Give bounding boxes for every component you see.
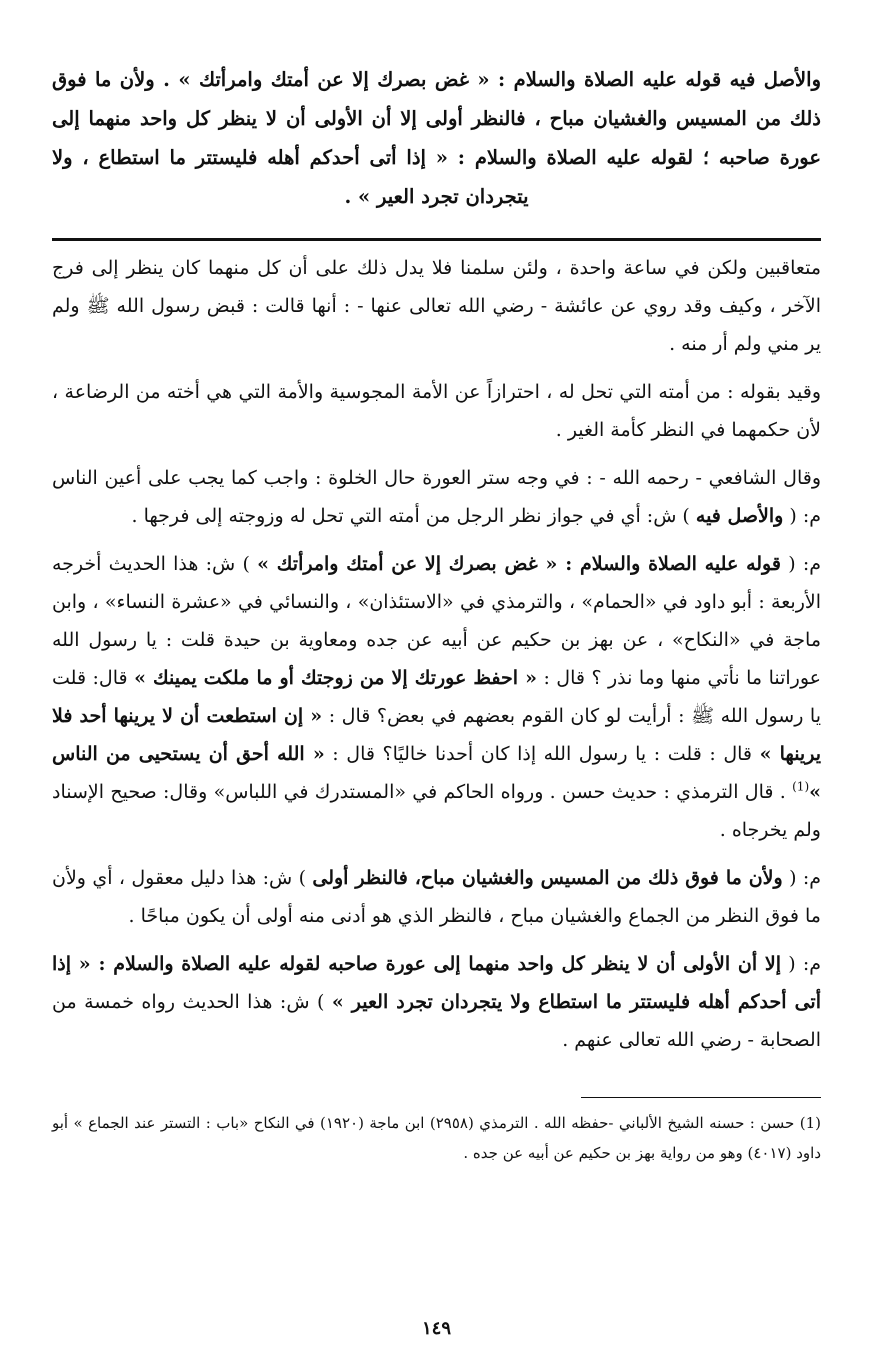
text-run: م: ( [788, 953, 821, 975]
text-run: قال: قلت يا رسول الله ﷺ : أرأيت لو كان القوم بعضهم في بعض؟ قال : [52, 667, 821, 727]
text-run: ) ش: هذا الحديث رواه خمسة من الصحابة - رضي الله تعالى عنهم . [52, 991, 821, 1051]
page-number: ١٤٩ [421, 1318, 451, 1339]
hadith-quote: « احفظ عورتك إلا من زوجتك أو ما ملكت يمينك » [134, 667, 537, 689]
text-run: ) ش: أي في جواز نظر الرجل من أمته التي تحل له وزوجته إلى فرجها . [131, 505, 690, 527]
commentary-paragraph-6 [52, 945, 821, 1059]
footnote-divider [581, 1097, 821, 1098]
text-run: وقال الشافعي - رحمه الله - : في وجه ستر العورة حال الخلوة : واجب كما يجب على أعين الناس م: ( [52, 467, 821, 527]
quoted-matn: ولأن ما فوق ذلك من المسيس والغشيان مباح، فالنظر أولى [312, 867, 783, 889]
commentary-paragraph-2: وقيد بقوله : من أمته التي تحل له ، احترازاً عن الأمة المجوسية والأمة التي هي أخته من الرضاعة ، لأن حكمهما في النظر كأمة الغير . [52, 381, 821, 441]
commentary [52, 249, 821, 1059]
text-run: . قال الترمذي : حديث حسن . ورواه الحاكم في «المستدرك في اللباس» وقال: صحيح الإسناد ولم يخرجاه . [52, 781, 821, 841]
commentary-paragraph-5 [52, 859, 821, 935]
footnote: (1) حسن : حسنه الشيخ الألباني -حفظه الله . الترمذي (٢٩٥٨) ابن ماجة (١٩٢٠) في النكاح «باب : التستر عند الجماع » أبو داود (٤٠١٧) وهو من رواية بهز بن حكيم عن أبيه عن جده . [52, 1114, 821, 1162]
commentary-paragraph-3 [52, 459, 821, 535]
text-run: م: ( [788, 553, 821, 575]
main-text: والأصل فيه قوله عليه الصلاة والسلام : « غض بصرك إلا عن أمتك وامرأتك » . ولأن ما فوق ذلك من المسيس والغشيان مباح ، فالنظر أولى إلا أن الأولى أن لا ينظر كل واحد منهما إلى عورة صاحبه ؛ لقوله عليه الصلاة والسلام : « إذا أتى أحدكم أهله فليستتر ما استطاع ، ولا يتجردان تجرد العير » . [52, 68, 821, 208]
text-run: ) ش: هذا الحديث أخرجه الأربعة : أبو داود في «الحمام» ، والترمذي في «الاستئذان» ، والنسائي في «عشرة النساء» ، وابن ماجة في «النكاح» ، عن بهز بن حكيم عن أبيه عن جده ومعاوية بن حيدة قلت : يا رسول الله عوراتنا ما نأتي منها وما نذر ؟ قال : [52, 553, 821, 689]
section-divider [52, 238, 821, 241]
quoted-matn: إلا أن الأولى أن لا ينظر كل واحد منهما إلى عورة صاحبه لقوله عليه الصلاة والسلام : « إذا أتى أحدكم أهله فليستتر ما استطاع ولا يتجردان تجرد العير » [52, 953, 821, 1013]
text-run: م: ( [789, 867, 822, 889]
commentary-paragraph-1: متعاقبين ولكن في ساعة واحدة ، ولئن سلمنا فلا يدل ذلك على أن كل منهما كان ينظر إلى فرج الآخر ، وكيف وقد روي عن عائشة - رضي الله تعالى عنها - : أنها قالت : قبض رسول الله ﷺ ولم ير مني ولم أر منه . [52, 257, 821, 355]
footnote-ref: (1) [792, 779, 810, 794]
text-run: قال : قلت : يا رسول الله إذا كان أحدنا خاليًا؟ قال : [332, 743, 753, 765]
quoted-matn: قوله عليه الصلاة والسلام : « غض بصرك إلا عن أمتك وامرأتك » [257, 553, 781, 575]
hadith-quote: « الله أحق أن يستحيى من الناس » [52, 743, 821, 803]
text-run: ) ش: هذا دليل معقول ، أي ولأن ما فوق النظر من الجماع والغشيان مباح ، فالنظر الذي هو أدنى منه أولى أن يكون مباحًا . [52, 867, 821, 927]
quoted-matn: والأصل فيه [695, 505, 784, 527]
commentary-paragraph-4 [52, 545, 821, 849]
hadith-quote: « إن استطعت أن لا يرينها أحد فلا يرينها » [52, 705, 821, 765]
